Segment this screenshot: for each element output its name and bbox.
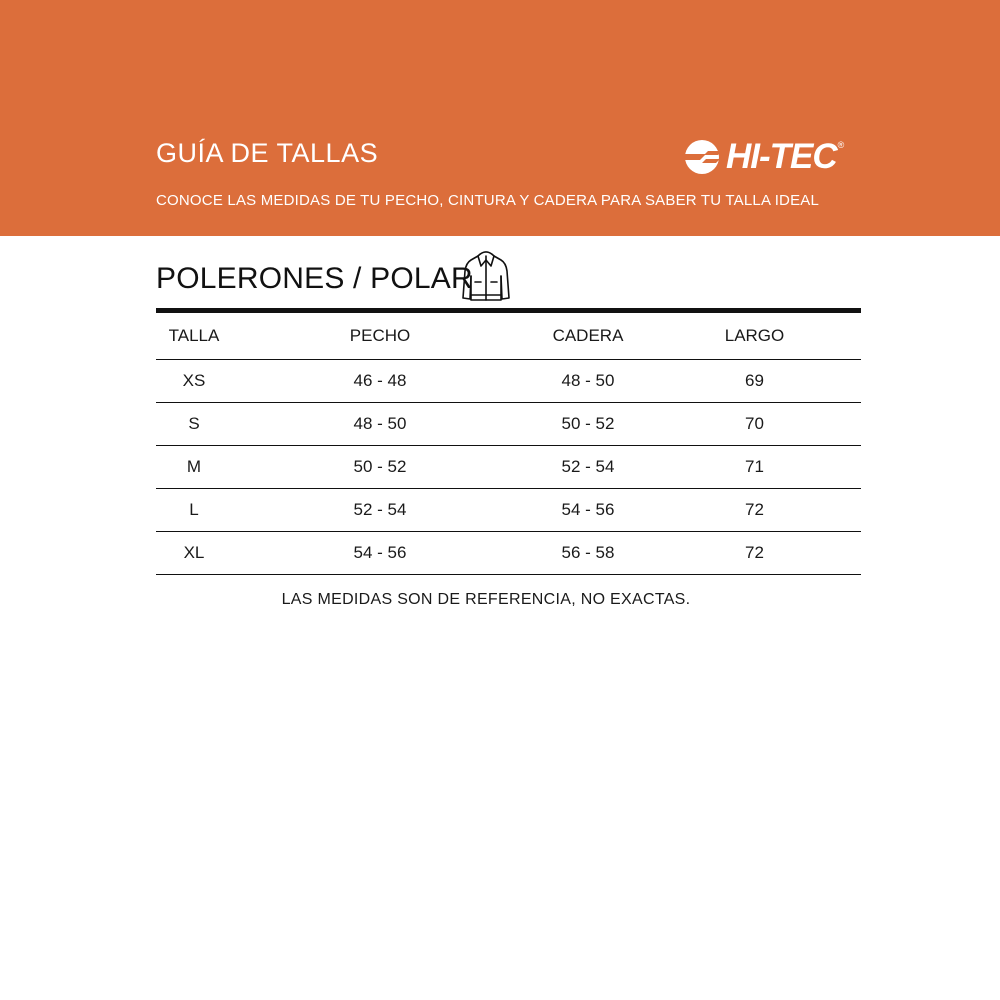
- hi-tec-logo-icon: [680, 135, 724, 179]
- table-row: [156, 360, 861, 403]
- header-talla: TALLA: [168, 326, 220, 345]
- cell-pecho: 52 - 54: [353, 500, 407, 519]
- footer-note: LAS MEDIDAS SON DE REFERENCIA, NO EXACTAS.: [281, 591, 691, 608]
- cell-largo: 71: [745, 457, 764, 476]
- table-row: [156, 403, 861, 446]
- cell-cadera: 56 - 58: [561, 543, 615, 562]
- cell-cadera: 52 - 54: [561, 457, 615, 476]
- cell-largo: 72: [745, 500, 764, 519]
- page-title: GUÍA DE TALLAS: [156, 138, 379, 168]
- header-largo: LARGO: [724, 326, 785, 345]
- brand-logo: [680, 134, 860, 180]
- cell-cadera: 54 - 56: [561, 500, 615, 519]
- table-row: [156, 446, 861, 489]
- cell-pecho: 46 - 48: [353, 371, 407, 390]
- cell-talla: L: [189, 500, 199, 519]
- section-title: POLERONES / POLAR: [156, 262, 473, 295]
- cell-talla: XL: [183, 543, 205, 562]
- cell-largo: 70: [745, 414, 764, 433]
- size-table: [156, 308, 861, 575]
- page-subtitle: CONOCE LAS MEDIDAS DE TU PECHO, CINTURA Y CADERA PARA SABER TU TALLA IDEAL: [156, 192, 820, 209]
- table-header-row: [156, 313, 861, 360]
- header-cadera: CADERA: [552, 326, 624, 345]
- cell-talla: XS: [182, 371, 206, 390]
- cell-largo: 69: [745, 371, 764, 390]
- cell-largo: 72: [745, 543, 764, 562]
- cell-talla: S: [188, 414, 200, 433]
- cell-pecho: 54 - 56: [353, 543, 407, 562]
- table-row: [156, 532, 861, 575]
- cell-pecho: 48 - 50: [353, 414, 407, 433]
- cell-talla: M: [186, 457, 202, 476]
- jacket-icon: [459, 246, 513, 304]
- cell-pecho: 50 - 52: [353, 457, 407, 476]
- logo-text: HI-TEC: [726, 137, 837, 176]
- cell-cadera: 48 - 50: [561, 371, 615, 390]
- header-banner: [0, 0, 1000, 236]
- cell-cadera: 50 - 52: [561, 414, 615, 433]
- registered-mark: ®: [837, 140, 845, 150]
- table-row: [156, 489, 861, 532]
- header-pecho: PECHO: [349, 326, 411, 345]
